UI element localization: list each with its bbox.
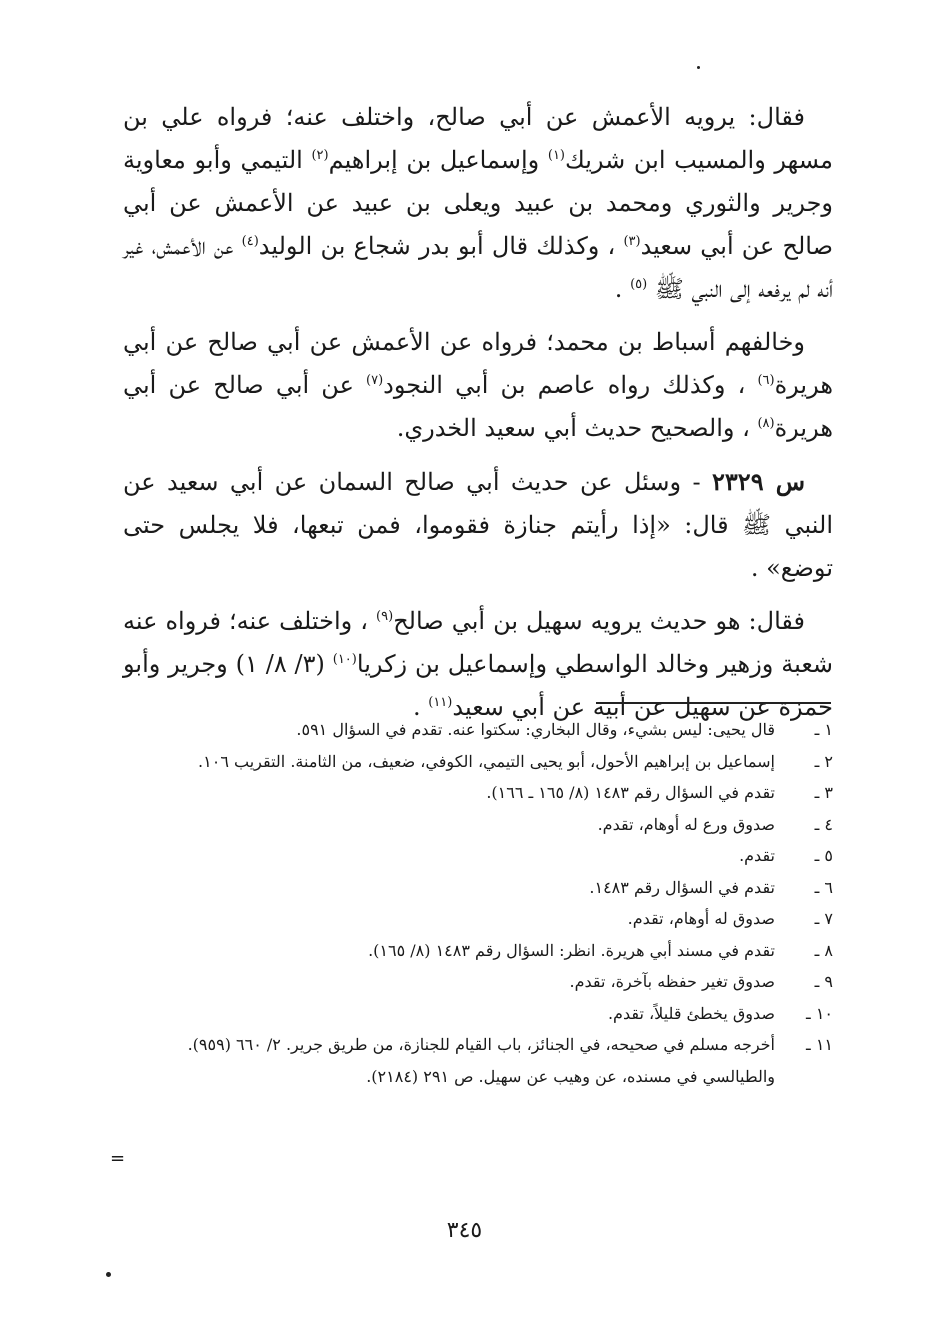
text-run: وإسماعيل بن إبراهيم: [328, 146, 548, 174]
footnote-continuation: والطيالسي في مسنده، عن وهيب عن سهيل. ص ٢٩١ (٢١٨٤).: [366, 1066, 775, 1086]
text-run: ، واختلف عنه؛ فرواه عنه شعبة وزهير وخالد الواسطي وإسماعيل بن زكريا: [123, 607, 834, 678]
footnote-text: صدوق تغير حفظه بآخرة، تقدم.: [569, 972, 775, 991]
text-run: ، والصحيح حديث أبي سعيد الخدري.: [396, 414, 758, 442]
footnote-text: أخرجه مسلم في صحيحه، في الجنائز، باب القيام للجنازة، من طريق جرير. ٢/ ٦٦٠ (٩٥٩).: [187, 1035, 775, 1054]
footnote-number: ٩ ـ: [814, 972, 833, 991]
question-number: س ٢٣٢٩: [712, 467, 806, 496]
text-run: .: [412, 693, 429, 721]
footnote: [123, 746, 833, 778]
footnote-text: تقدم في السؤال رقم ١٤٨٣ (٨/ ١٦٥ ـ ١٦٦).: [486, 783, 775, 802]
text-run: عن الأعمش، غير أنه لم يرفعه إلى النبي ﷺ: [123, 232, 833, 303]
footnote-text: صدوق يخطئ قليلاً، تقدم.: [607, 1003, 775, 1023]
footnote-list: [123, 714, 833, 1061]
text-run: (٣/ ٨/ ١) وجرير وأبو حمزة عن سهيل عن أبيه عن أبي سعيد: [123, 650, 833, 721]
text-run: ، وكذلك قال أبو بدر شجاع بن الوليد: [258, 232, 624, 260]
footnote-ref: (٩): [376, 609, 394, 624]
footnote-ref: (٣): [623, 234, 641, 249]
footnote-ref: (٧): [366, 373, 384, 388]
paragraph: [123, 96, 833, 311]
main-text: [123, 96, 833, 739]
footnote: [123, 903, 833, 935]
footnote: [123, 935, 833, 967]
continuation-mark: =: [110, 1148, 126, 1169]
footnote-number: ٢ ـ: [814, 751, 833, 771]
text-run: - وسئل عن حديث أبي صالح السمان عن أبي سعيد عن النبي ﷺ قال: «إذا رأيتم جنازة فقوموا، فمن تبعها، فلا يجلس حتى توضع» .: [123, 468, 834, 582]
footnote: [123, 872, 833, 904]
paragraph: [123, 460, 833, 590]
footnote-number: ٧ ـ: [814, 909, 833, 928]
footnote-ref: (٨): [757, 416, 775, 431]
text-run: فقال: يرويه الأعمش عن أبي صالح، واختلف عنه؛ فرواه علي بن مسهر والمسيب ابن شريك: [123, 103, 833, 174]
footnote-text: تقدم في مسند أبي هريرة. انظر: السؤال رقم ١٤٨٣ (٨/ ١٦٥).: [368, 940, 775, 960]
footnote-ref: (٥): [630, 277, 648, 292]
footnote-number: ١١ ـ: [806, 1035, 833, 1054]
page-number: ٣٤٥: [446, 1218, 483, 1243]
text-run: عن أبي صالح عن أبي هريرة: [123, 371, 833, 442]
footnote-number: ٥ ـ: [814, 846, 833, 865]
footnote-number: ٣ ـ: [814, 783, 833, 802]
footnote-number: ١٠ ـ: [806, 1003, 833, 1023]
footnotes: [123, 714, 833, 1092]
footnote-ref: (٤): [241, 234, 259, 249]
footnote-ref: (١١): [428, 695, 453, 710]
footnote-number: ٨ ـ: [814, 940, 833, 960]
footnote-ref: (٦): [757, 373, 775, 388]
footnote: [123, 1029, 833, 1061]
footnote-separator: [596, 702, 831, 704]
footnote: [123, 966, 833, 998]
footnote-ref: (١٠): [332, 652, 357, 667]
scan-speck: [106, 1272, 111, 1277]
scan-speck: [697, 66, 700, 69]
footnote-number: ٤ ـ: [814, 814, 833, 834]
footnote-text: تقدم في السؤال رقم ١٤٨٣.: [589, 877, 775, 897]
text-run: التيمي وأبو معاوية وجرير والثوري ومحمد بن عبيد ويعلى بن عبيد عن الأعمش عن أبي صالح عن أبي سعيد: [123, 146, 833, 260]
paragraph: [123, 321, 833, 450]
footnote-number: ١ ـ: [814, 720, 833, 739]
footnote-text: صدوق ورع له أوهام، تقدم.: [597, 814, 775, 834]
footnote: [123, 714, 833, 746]
footnote: [123, 998, 833, 1030]
footnote-text: تقدم.: [739, 846, 775, 865]
footnote-text: قال يحيى: ليس بشيء، وقال البخاري: سكتوا عنه. تقدم في السؤال ٥٩١.: [296, 720, 775, 739]
footnote-ref: (٢): [311, 148, 329, 163]
text-run: ، وكذلك رواه عاصم بن أبي النجود: [383, 371, 758, 399]
footnote-text: إسماعيل بن إبراهيم الأحول، أبو يحيى التيمي، الكوفي، ضعيف، من الثامنة. التقريب ١٠٦.: [198, 751, 775, 771]
paragraph: [123, 600, 833, 729]
footnote: [123, 809, 833, 841]
text-run: .: [614, 275, 631, 303]
footnote-text: صدوق له أوهام، تقدم.: [627, 909, 775, 928]
text-run: وخالفهم أسباط بن محمد؛ فرواه عن الأعمش عن أبي صالح عن أبي هريرة: [123, 328, 833, 399]
footnote-ref: (١): [547, 148, 565, 163]
footnote: [123, 777, 833, 809]
footnote-number: ٦ ـ: [814, 877, 833, 897]
footnote: [123, 840, 833, 872]
text-run: فقال: هو حديث يرويه سهيل بن أبي صالح: [393, 607, 805, 635]
